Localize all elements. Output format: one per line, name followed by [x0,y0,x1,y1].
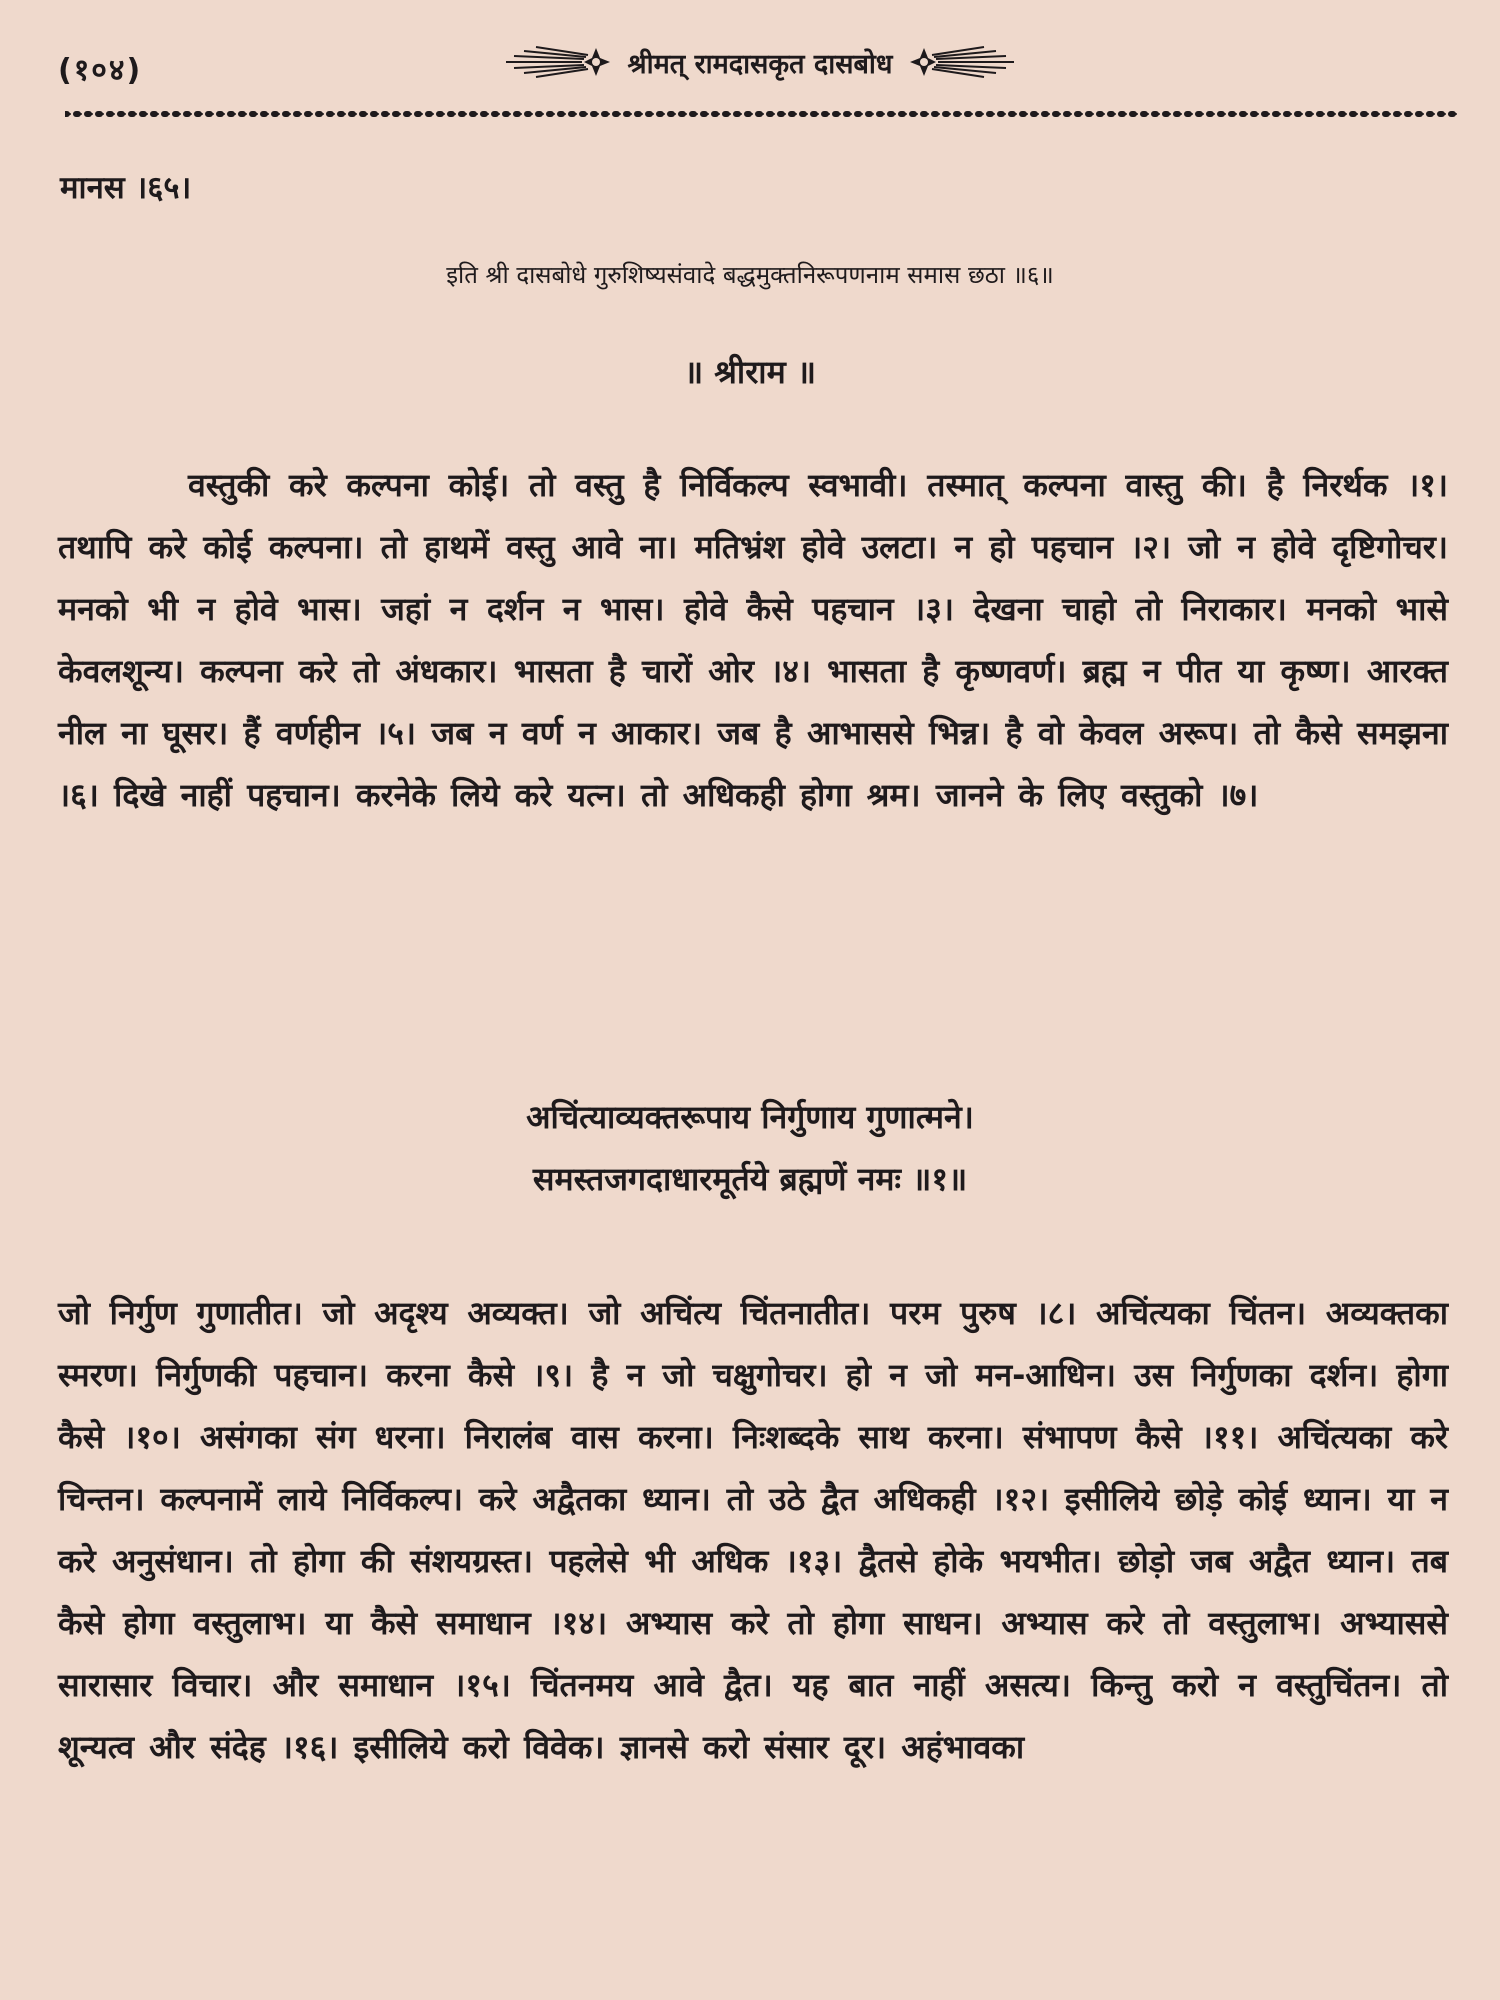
sunburst-ornament-left-icon [504,44,614,80]
body-paragraph-1: वस्तुकी करे कल्पना कोई। तो वस्तु है निर्विकल्प स्वभावी। तस्मात् कल्पना वास्तु की। है निरर्थक ।१। तथापि करे कोई कल्पना। तो हाथमें वस्तु आवे ना। मतिभ्रंश होवे उलटा। न हो पहचान ।२। जो न होवे दृष्टिगोचर। मनको भी न होवे भास। जहां न दर्शन न भास। होवे कैसे पहचान ।३। देखना चाहो तो निराकार। मनको भासे केवलशून्य। कल्पना करे तो अंधकार। भासता है चारों ओर ।४। भासता है कृष्णवर्ण। ब्रह्म न पीत या कृष्ण। आरक्त नील ना घूसर। हैं वर्णहीन ।५। जब न वर्ण न आकार। जब है आभाससे भिन्न। है वो केवल अरूप। तो कैसे समझना ।६। दिखे नाहीं पहचान। करनेके लिये करे यत्न। तो अधिकही होगा श्रम। जानने के लिए वस्तुको ।७। [58,466,1448,814]
body-paragraph-2: जो निर्गुण गुणातीत। जो अदृश्य अव्यक्त। जो अचिंत्य चिंतनातीत। परम पुरुष ।८। अचिंत्यका चिंतन। अव्यक्तका स्मरण। निर्गुणकी पहचान। करना कैसे ।९। है न जो चक्षुगोचर। हो न जो मन-आधिन। उस निर्गुणका दर्शन। होगा कैसे ।१०। असंगका संग धरना। निरालंब वास करना। निःशब्दके साथ करना। संभापण कैसे ।११। अचिंत्यका करे चिन्तन। कल्पनामें लाये निर्विकल्प। करे अद्वैतका ध्यान। तो उठे द्वैत अधिकही ।१२। इसीलिये छोड़े कोई ध्यान। या न करे अनुसंधान। तो होगा की संशयग्रस्त। पहलेसे भी अधिक ।१३। द्वैतसे होके भयभीत। छोड़ो जब अद्वैत ध्यान। तब कैसे होगा वस्तुलाभ। या कैसे समाधान ।१४। अभ्यास करे तो होगा साधन। अभ्यास करे तो वस्तुलाभ। अभ्याससे सारासार विचार। और समाधान ।१५। चिंतनमय आवे द्वैत। यह बात नाहीं असत्य। किन्तु करो न वस्तुचिंतन। तो शून्यत्व और संदेह ।१६। इसीलिये करो विवेक। ज्ञानसे करो संसार दूर। अहंभावका [58,1294,1448,1766]
previous-section-end: मानस ।६५। [60,170,192,206]
sunburst-ornament-right-icon [906,44,1016,80]
sanskrit-verse [0,1086,1500,1210]
running-header [470,40,1050,84]
page-number: (१०४) [58,53,143,88]
dotted-divider [65,108,1460,120]
verse-line-1: अचिंत्याव्यक्तरूपाय निर्गुणाय गुणात्मने। [526,1098,974,1136]
book-title: श्रीमत् रामदासकृत दासबोध [627,48,893,80]
verse-line-2: समस्तजगदाधारमूर्तये ब्रह्मणें नमः ॥१॥ [532,1160,968,1198]
chapter-colophon: इति श्री दासबोधे गुरुशिष्यसंवादे बद्धमुक्तनिरूपणनाम समास छठा ॥६॥ [446,261,1054,289]
invocation-heading: ॥ श्रीराम ॥ [683,353,817,391]
